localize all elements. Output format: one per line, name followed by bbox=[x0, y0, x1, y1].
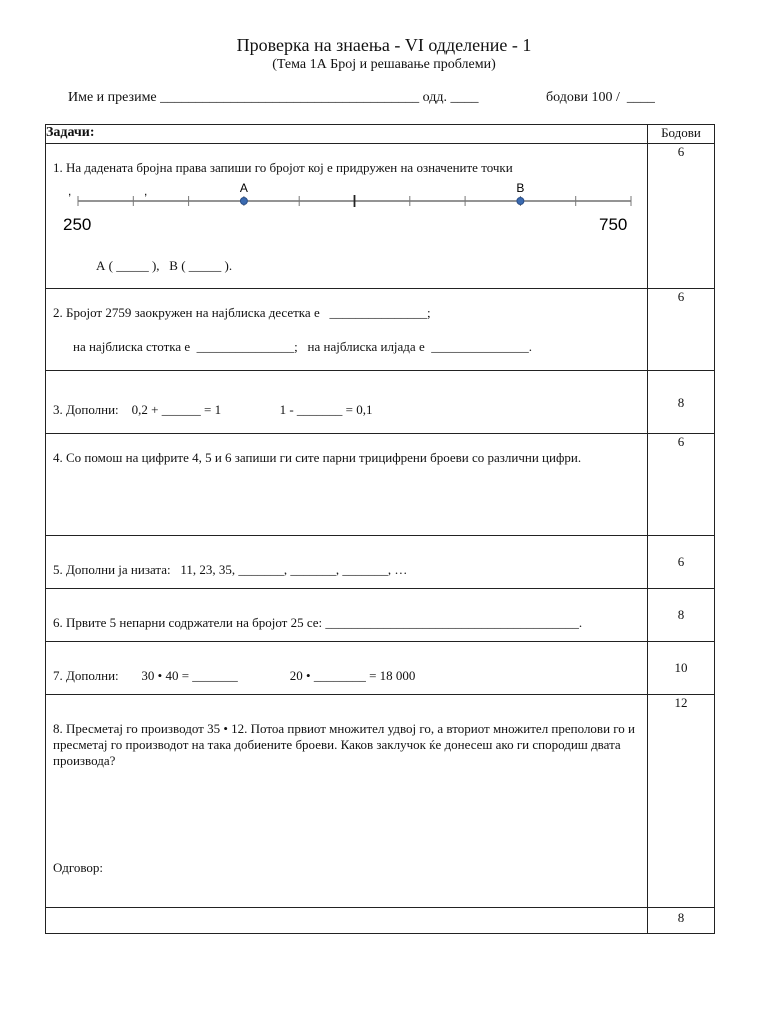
task-6-cell bbox=[46, 589, 648, 642]
task-4-cell bbox=[46, 434, 648, 536]
task-8-points: 12 bbox=[648, 695, 715, 908]
column-header-tasks: Задачи: bbox=[46, 125, 648, 144]
task-8-answer-label: Одговор: bbox=[53, 860, 104, 875]
task-3-text: 3. Дополни: 0,2 + ______ = 1 1 - _______ = 0,1 bbox=[53, 402, 373, 417]
svg-text:,: , bbox=[68, 184, 72, 198]
task-6-points: 8 bbox=[648, 589, 715, 642]
task-5-text: 5. Дополни ја низата: 11, 23, 35, _______, _______, _______, … bbox=[53, 562, 408, 577]
task-2-cell bbox=[46, 289, 648, 371]
task-4-text: 4. Со помош на цифрите 4, 5 и 6 запиши ги сите парни трицифрени броеви со различни цифри. bbox=[53, 450, 582, 465]
task-1-points: 6 bbox=[648, 144, 715, 289]
tasks-table bbox=[45, 124, 715, 934]
task-9-cell bbox=[46, 908, 648, 934]
task-4-points: 6 bbox=[648, 434, 715, 536]
point-a-label: A bbox=[239, 181, 248, 195]
table-row bbox=[46, 908, 715, 934]
task-3-points: 8 bbox=[648, 371, 715, 434]
table-row bbox=[46, 589, 715, 642]
task-2-line-1: 2. Бројот 2759 заокружен на најблиска десетка е _______________; bbox=[53, 305, 431, 320]
svg-text:,: , bbox=[144, 184, 148, 198]
task-6-text: 6. Првите 5 непарни содржатели на бројот 25 се: _______________________________________. bbox=[53, 615, 583, 630]
task-1-text: 1. На дадената бројна права запиши го бројот кој е придружен на означените точки bbox=[53, 160, 513, 175]
task-7-text: 7. Дополни: 30 • 40 = _______ 20 • ________ = 18 000 bbox=[53, 668, 416, 683]
name-class-line: Име и презиме _____________________________________ одд. ____ bbox=[68, 90, 479, 105]
page-title: Проверка на знаења - VI одделение - 1 bbox=[236, 35, 532, 55]
total-points-line: бодови 100 / ____ bbox=[546, 90, 655, 105]
number-line-start-label: 250 bbox=[63, 215, 92, 234]
table-row bbox=[46, 289, 715, 371]
task-7-points: 10 bbox=[648, 642, 715, 695]
table-header-row bbox=[46, 125, 715, 144]
point-b-label: B bbox=[516, 181, 525, 195]
page-subtitle: (Тема 1А Број и решавање проблеми) bbox=[272, 57, 496, 72]
task-8-text: 8. Пресметај го производот 35 • 12. Потоа првиот множител удвој го, а вториот множител преполови го и пресметај го производот на така добиените броеви. Каков заклучок ќе донесеш ако ги спородиш двата производа? bbox=[53, 721, 635, 768]
column-header-points: Бодови bbox=[648, 125, 715, 144]
task-7-cell bbox=[46, 642, 648, 695]
task-8-cell bbox=[46, 695, 648, 908]
number-line-end-label: 750 bbox=[599, 215, 628, 234]
task-5-cell bbox=[46, 536, 648, 589]
task-2-points: 6 bbox=[648, 289, 715, 371]
point-a-marker bbox=[240, 198, 247, 205]
table-row bbox=[46, 536, 715, 589]
task-1-cell bbox=[46, 144, 648, 289]
task-3-cell bbox=[46, 371, 648, 434]
task-5-points: 6 bbox=[648, 536, 715, 589]
table-row bbox=[46, 642, 715, 695]
task-2-line-2: на најблиска стотка е _______________; на најблиска илјада е _______________. bbox=[73, 339, 532, 354]
task-9-points: 8 bbox=[648, 908, 715, 934]
point-b-marker bbox=[517, 198, 524, 205]
task-1-answer: А ( _____ ), В ( _____ ). bbox=[96, 258, 233, 273]
table-row bbox=[46, 371, 715, 434]
table-row bbox=[46, 144, 715, 289]
table-row bbox=[46, 695, 715, 908]
table-row bbox=[46, 434, 715, 536]
